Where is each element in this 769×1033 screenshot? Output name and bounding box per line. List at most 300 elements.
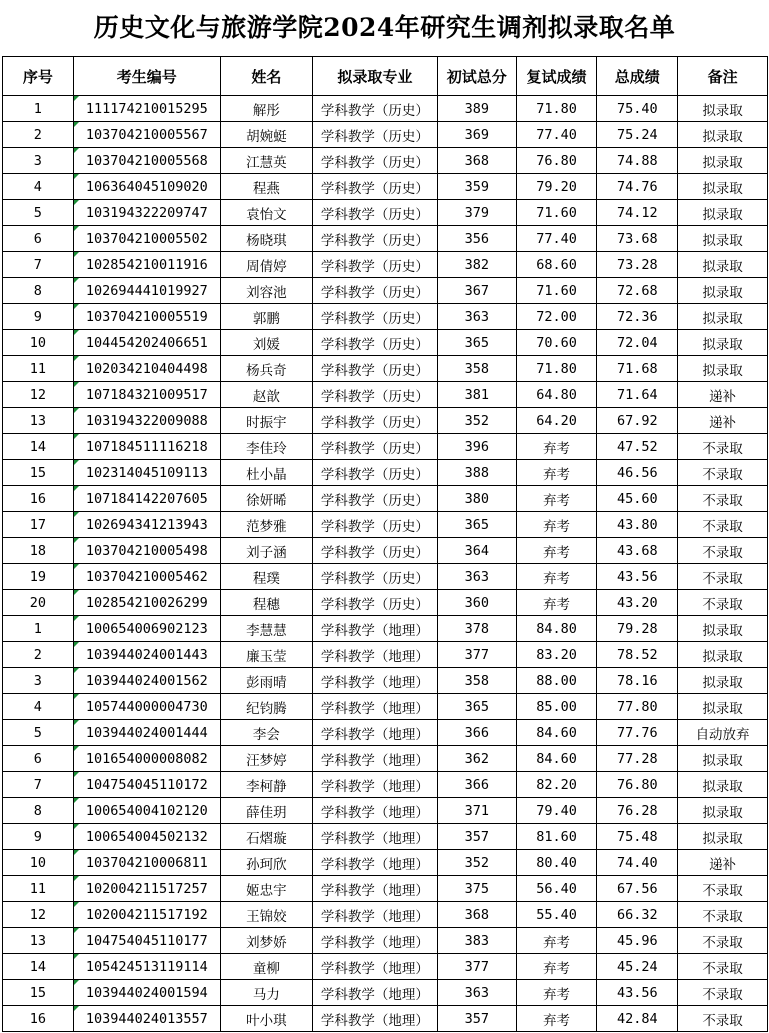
cell-total-score: 75.24 <box>597 122 678 148</box>
exam-id-text: 106364045109020 <box>85 178 208 195</box>
cell-seq: 8 <box>3 798 74 824</box>
cell-name: 袁怡文 <box>220 200 312 226</box>
cell-comment-flag-icon <box>74 850 79 855</box>
exam-id-text: 102034210404498 <box>85 360 208 377</box>
cell-name: 杨兵奇 <box>220 356 312 382</box>
exam-id-text: 103704210005568 <box>85 152 208 169</box>
cell-retest-score: 71.80 <box>516 356 597 382</box>
cell-seq: 17 <box>3 512 74 538</box>
cell-retest-score: 弃考 <box>516 512 597 538</box>
table-row <box>3 928 768 954</box>
cell-exam-id <box>73 1006 220 1032</box>
cell-total-score: 79.28 <box>597 616 678 642</box>
cell-remark: 拟录取 <box>678 356 768 382</box>
cell-major: 学科教学（地理） <box>312 772 437 798</box>
cell-total-score: 78.52 <box>597 642 678 668</box>
cell-comment-flag-icon <box>74 746 79 751</box>
cell-exam-id <box>73 694 220 720</box>
cell-major: 学科教学（历史） <box>312 148 437 174</box>
cell-initial-score: 359 <box>437 174 516 200</box>
cell-exam-id <box>73 304 220 330</box>
cell-major: 学科教学（地理） <box>312 954 437 980</box>
cell-remark: 递补 <box>678 850 768 876</box>
cell-name: 程璞 <box>220 564 312 590</box>
cell-initial-score: 368 <box>437 148 516 174</box>
table-row <box>3 174 768 200</box>
cell-comment-flag-icon <box>74 200 79 205</box>
cell-initial-score: 367 <box>437 278 516 304</box>
cell-initial-score: 357 <box>437 824 516 850</box>
cell-comment-flag-icon <box>74 96 79 101</box>
cell-exam-id <box>73 720 220 746</box>
cell-initial-score: 364 <box>437 538 516 564</box>
cell-remark: 不录取 <box>678 486 768 512</box>
cell-name: 王锦姣 <box>220 902 312 928</box>
cell-comment-flag-icon <box>74 382 79 387</box>
cell-seq: 19 <box>3 564 74 590</box>
cell-retest-score: 76.80 <box>516 148 597 174</box>
table-row <box>3 460 768 486</box>
table-row <box>3 720 768 746</box>
cell-major: 学科教学（历史） <box>312 460 437 486</box>
cell-major: 学科教学（地理） <box>312 928 437 954</box>
cell-initial-score: 357 <box>437 1006 516 1032</box>
cell-seq: 7 <box>3 252 74 278</box>
cell-remark: 不录取 <box>678 902 768 928</box>
cell-comment-flag-icon <box>74 356 79 361</box>
header-name: 姓名 <box>220 57 312 96</box>
cell-total-score: 78.16 <box>597 668 678 694</box>
cell-exam-id <box>73 746 220 772</box>
cell-initial-score: 375 <box>437 876 516 902</box>
exam-id-text: 103944024013557 <box>85 1010 208 1027</box>
cell-total-score: 72.04 <box>597 330 678 356</box>
cell-name: 刘子涵 <box>220 538 312 564</box>
cell-remark: 递补 <box>678 382 768 408</box>
table-row <box>3 434 768 460</box>
cell-comment-flag-icon <box>74 122 79 127</box>
cell-remark: 拟录取 <box>678 772 768 798</box>
table-row <box>3 746 768 772</box>
cell-major: 学科教学（历史） <box>312 122 437 148</box>
cell-seq: 11 <box>3 356 74 382</box>
cell-major: 学科教学（地理） <box>312 642 437 668</box>
cell-major: 学科教学（历史） <box>312 590 437 616</box>
cell-remark: 拟录取 <box>678 278 768 304</box>
cell-comment-flag-icon <box>74 486 79 491</box>
cell-total-score: 76.80 <box>597 772 678 798</box>
cell-total-score: 67.56 <box>597 876 678 902</box>
cell-comment-flag-icon <box>74 330 79 335</box>
cell-initial-score: 377 <box>437 954 516 980</box>
cell-seq: 20 <box>3 590 74 616</box>
table-row <box>3 200 768 226</box>
cell-seq: 2 <box>3 122 74 148</box>
cell-remark: 拟录取 <box>678 746 768 772</box>
cell-major: 学科教学（地理） <box>312 876 437 902</box>
exam-id-text: 101654000008082 <box>85 750 208 767</box>
cell-name: 范梦雅 <box>220 512 312 538</box>
cell-retest-score: 71.60 <box>516 200 597 226</box>
header-seq: 序号 <box>3 57 74 96</box>
cell-remark: 不录取 <box>678 928 768 954</box>
exam-id-text: 102004211517257 <box>85 880 208 897</box>
cell-retest-score: 77.40 <box>516 122 597 148</box>
cell-exam-id <box>73 200 220 226</box>
table-row <box>3 772 768 798</box>
cell-name: 江慧英 <box>220 148 312 174</box>
cell-exam-id <box>73 122 220 148</box>
cell-major: 学科教学（地理） <box>312 1006 437 1032</box>
cell-initial-score: 352 <box>437 850 516 876</box>
header-major: 拟录取专业 <box>312 57 437 96</box>
cell-remark: 拟录取 <box>678 226 768 252</box>
cell-remark: 拟录取 <box>678 824 768 850</box>
cell-major: 学科教学（历史） <box>312 96 437 122</box>
table-row <box>3 538 768 564</box>
cell-retest-score: 84.60 <box>516 720 597 746</box>
cell-comment-flag-icon <box>74 434 79 439</box>
cell-major: 学科教学（地理） <box>312 850 437 876</box>
cell-exam-id <box>73 434 220 460</box>
table-row <box>3 330 768 356</box>
cell-retest-score: 68.60 <box>516 252 597 278</box>
cell-major: 学科教学（地理） <box>312 824 437 850</box>
table-row <box>3 876 768 902</box>
cell-retest-score: 弃考 <box>516 928 597 954</box>
cell-remark: 自动放弃 <box>678 720 768 746</box>
cell-exam-id <box>73 252 220 278</box>
cell-remark: 拟录取 <box>678 694 768 720</box>
exam-id-text: 104454202406651 <box>85 334 208 351</box>
cell-exam-id <box>73 980 220 1006</box>
cell-exam-id <box>73 616 220 642</box>
cell-exam-id <box>73 278 220 304</box>
cell-exam-id <box>73 798 220 824</box>
cell-comment-flag-icon <box>74 798 79 803</box>
cell-major: 学科教学（历史） <box>312 200 437 226</box>
exam-id-text: 100654006902123 <box>85 620 208 637</box>
exam-id-text: 100654004502132 <box>85 828 208 845</box>
cell-seq: 3 <box>3 668 74 694</box>
cell-total-score: 72.68 <box>597 278 678 304</box>
cell-initial-score: 358 <box>437 356 516 382</box>
cell-name: 刘容池 <box>220 278 312 304</box>
table-row <box>3 980 768 1006</box>
cell-retest-score: 84.80 <box>516 616 597 642</box>
cell-major: 学科教学（历史） <box>312 408 437 434</box>
cell-name: 石熠璇 <box>220 824 312 850</box>
exam-id-text: 105424513119114 <box>85 958 208 975</box>
cell-name: 姬忠宇 <box>220 876 312 902</box>
cell-comment-flag-icon <box>74 538 79 543</box>
table-row <box>3 616 768 642</box>
cell-retest-score: 82.20 <box>516 772 597 798</box>
cell-name: 郭鹏 <box>220 304 312 330</box>
cell-exam-id <box>73 902 220 928</box>
cell-seq: 5 <box>3 720 74 746</box>
cell-retest-score: 79.40 <box>516 798 597 824</box>
cell-remark: 拟录取 <box>678 330 768 356</box>
cell-initial-score: 378 <box>437 616 516 642</box>
cell-total-score: 74.88 <box>597 148 678 174</box>
cell-exam-id <box>73 512 220 538</box>
cell-initial-score: 383 <box>437 928 516 954</box>
cell-initial-score: 389 <box>437 96 516 122</box>
cell-name: 廉玉莹 <box>220 642 312 668</box>
cell-seq: 9 <box>3 304 74 330</box>
header-initial-score: 初试总分 <box>437 57 516 96</box>
cell-initial-score: 396 <box>437 434 516 460</box>
cell-major: 学科教学（地理） <box>312 694 437 720</box>
cell-initial-score: 365 <box>437 330 516 356</box>
cell-name: 彭雨晴 <box>220 668 312 694</box>
table-row <box>3 356 768 382</box>
cell-name: 程燕 <box>220 174 312 200</box>
cell-total-score: 43.20 <box>597 590 678 616</box>
cell-seq: 6 <box>3 746 74 772</box>
cell-major: 学科教学（历史） <box>312 252 437 278</box>
cell-major: 学科教学（地理） <box>312 798 437 824</box>
cell-name: 刘媛 <box>220 330 312 356</box>
exam-id-text: 103704210005498 <box>85 542 208 559</box>
cell-total-score: 42.84 <box>597 1006 678 1032</box>
table-row <box>3 278 768 304</box>
cell-remark: 不录取 <box>678 1006 768 1032</box>
cell-total-score: 75.48 <box>597 824 678 850</box>
cell-seq: 13 <box>3 408 74 434</box>
cell-exam-id <box>73 668 220 694</box>
cell-initial-score: 388 <box>437 460 516 486</box>
cell-exam-id <box>73 850 220 876</box>
cell-remark: 不录取 <box>678 876 768 902</box>
exam-id-text: 103944024001562 <box>85 672 208 689</box>
cell-name: 李会 <box>220 720 312 746</box>
cell-exam-id <box>73 148 220 174</box>
table-row <box>3 850 768 876</box>
cell-name: 李慧慧 <box>220 616 312 642</box>
cell-initial-score: 369 <box>437 122 516 148</box>
cell-total-score: 74.40 <box>597 850 678 876</box>
exam-id-text: 107184511116218 <box>85 438 208 455</box>
cell-total-score: 72.36 <box>597 304 678 330</box>
cell-seq: 8 <box>3 278 74 304</box>
cell-retest-score: 81.60 <box>516 824 597 850</box>
cell-exam-id <box>73 564 220 590</box>
cell-exam-id <box>73 382 220 408</box>
cell-remark: 不录取 <box>678 980 768 1006</box>
exam-id-text: 105744000004730 <box>85 698 208 715</box>
table-row <box>3 122 768 148</box>
cell-retest-score: 64.80 <box>516 382 597 408</box>
cell-seq: 4 <box>3 694 74 720</box>
cell-total-score: 43.56 <box>597 564 678 590</box>
cell-retest-score: 71.60 <box>516 278 597 304</box>
cell-name: 杜小晶 <box>220 460 312 486</box>
exam-id-text: 104754045110177 <box>85 932 208 949</box>
cell-total-score: 76.28 <box>597 798 678 824</box>
cell-exam-id <box>73 226 220 252</box>
cell-retest-score: 弃考 <box>516 954 597 980</box>
cell-initial-score: 363 <box>437 304 516 330</box>
cell-seq: 11 <box>3 876 74 902</box>
cell-major: 学科教学（地理） <box>312 902 437 928</box>
cell-retest-score: 83.20 <box>516 642 597 668</box>
cell-name: 刘梦娇 <box>220 928 312 954</box>
cell-retest-score: 弃考 <box>516 434 597 460</box>
exam-id-text: 102694341213943 <box>85 516 208 533</box>
exam-id-text: 103944024001444 <box>85 724 208 741</box>
cell-total-score: 74.12 <box>597 200 678 226</box>
cell-exam-id <box>73 330 220 356</box>
cell-initial-score: 362 <box>437 746 516 772</box>
cell-seq: 3 <box>3 148 74 174</box>
exam-id-text: 103194322209747 <box>85 204 208 221</box>
table-body <box>3 96 768 1032</box>
cell-initial-score: 352 <box>437 408 516 434</box>
exam-id-text: 102854210011916 <box>85 256 208 273</box>
cell-seq: 4 <box>3 174 74 200</box>
cell-major: 学科教学（地理） <box>312 616 437 642</box>
cell-major: 学科教学（历史） <box>312 226 437 252</box>
cell-retest-score: 77.40 <box>516 226 597 252</box>
cell-remark: 拟录取 <box>678 200 768 226</box>
cell-exam-id <box>73 486 220 512</box>
exam-id-text: 102314045109113 <box>85 464 208 481</box>
cell-name: 童柳 <box>220 954 312 980</box>
cell-seq: 15 <box>3 460 74 486</box>
cell-initial-score: 360 <box>437 590 516 616</box>
cell-seq: 6 <box>3 226 74 252</box>
cell-comment-flag-icon <box>74 590 79 595</box>
cell-comment-flag-icon <box>74 954 79 959</box>
cell-comment-flag-icon <box>74 148 79 153</box>
table-row <box>3 902 768 928</box>
cell-initial-score: 379 <box>437 200 516 226</box>
cell-exam-id <box>73 824 220 850</box>
table-row <box>3 382 768 408</box>
cell-remark: 不录取 <box>678 434 768 460</box>
cell-initial-score: 363 <box>437 564 516 590</box>
cell-seq: 9 <box>3 824 74 850</box>
cell-retest-score: 弃考 <box>516 538 597 564</box>
cell-total-score: 74.76 <box>597 174 678 200</box>
header-exam-id: 考生编号 <box>73 57 220 96</box>
cell-name: 马力 <box>220 980 312 1006</box>
table-row <box>3 226 768 252</box>
table-row <box>3 96 768 122</box>
cell-retest-score: 80.40 <box>516 850 597 876</box>
cell-total-score: 46.56 <box>597 460 678 486</box>
cell-remark: 递补 <box>678 408 768 434</box>
exam-id-text: 103944024001594 <box>85 984 208 1001</box>
cell-retest-score: 72.00 <box>516 304 597 330</box>
cell-seq: 7 <box>3 772 74 798</box>
cell-comment-flag-icon <box>74 772 79 777</box>
cell-initial-score: 371 <box>437 798 516 824</box>
cell-remark: 拟录取 <box>678 96 768 122</box>
cell-comment-flag-icon <box>74 980 79 985</box>
cell-retest-score: 85.00 <box>516 694 597 720</box>
cell-name: 时振宇 <box>220 408 312 434</box>
exam-id-text: 103194322009088 <box>85 412 208 429</box>
cell-remark: 拟录取 <box>678 668 768 694</box>
cell-retest-score: 88.00 <box>516 668 597 694</box>
cell-initial-score: 365 <box>437 694 516 720</box>
cell-major: 学科教学（历史） <box>312 512 437 538</box>
cell-major: 学科教学（地理） <box>312 720 437 746</box>
cell-exam-id <box>73 590 220 616</box>
cell-initial-score: 363 <box>437 980 516 1006</box>
cell-retest-score: 56.40 <box>516 876 597 902</box>
cell-comment-flag-icon <box>74 616 79 621</box>
cell-remark: 拟录取 <box>678 304 768 330</box>
cell-exam-id <box>73 96 220 122</box>
table-row <box>3 590 768 616</box>
cell-total-score: 71.68 <box>597 356 678 382</box>
cell-name: 汪梦婷 <box>220 746 312 772</box>
cell-retest-score: 64.20 <box>516 408 597 434</box>
cell-major: 学科教学（历史） <box>312 564 437 590</box>
table-row <box>3 824 768 850</box>
cell-total-score: 45.60 <box>597 486 678 512</box>
table-row <box>3 668 768 694</box>
cell-initial-score: 368 <box>437 902 516 928</box>
cell-total-score: 77.80 <box>597 694 678 720</box>
cell-comment-flag-icon <box>74 1006 79 1011</box>
exam-id-text: 107184321009517 <box>85 386 208 403</box>
cell-name: 徐妍晞 <box>220 486 312 512</box>
cell-exam-id <box>73 772 220 798</box>
cell-comment-flag-icon <box>74 694 79 699</box>
table-row <box>3 642 768 668</box>
cell-retest-score: 弃考 <box>516 564 597 590</box>
cell-exam-id <box>73 876 220 902</box>
cell-major: 学科教学（地理） <box>312 980 437 1006</box>
cell-seq: 14 <box>3 954 74 980</box>
cell-major: 学科教学（历史） <box>312 278 437 304</box>
cell-total-score: 77.28 <box>597 746 678 772</box>
cell-total-score: 67.92 <box>597 408 678 434</box>
cell-initial-score: 381 <box>437 382 516 408</box>
table-row <box>3 304 768 330</box>
exam-id-text: 100654004102120 <box>85 802 208 819</box>
cell-retest-score: 弃考 <box>516 1006 597 1032</box>
header-total-score: 总成绩 <box>597 57 678 96</box>
cell-exam-id <box>73 538 220 564</box>
cell-remark: 不录取 <box>678 460 768 486</box>
cell-exam-id <box>73 928 220 954</box>
cell-comment-flag-icon <box>74 876 79 881</box>
table-row <box>3 148 768 174</box>
cell-remark: 拟录取 <box>678 616 768 642</box>
cell-name: 李柯静 <box>220 772 312 798</box>
cell-exam-id <box>73 954 220 980</box>
cell-initial-score: 380 <box>437 486 516 512</box>
cell-major: 学科教学（历史） <box>312 174 437 200</box>
cell-retest-score: 弃考 <box>516 980 597 1006</box>
table-row <box>3 1006 768 1032</box>
cell-seq: 16 <box>3 1006 74 1032</box>
cell-comment-flag-icon <box>74 226 79 231</box>
exam-id-text: 102854210026299 <box>85 594 208 611</box>
cell-name: 薛佳玥 <box>220 798 312 824</box>
header-remark: 备注 <box>678 57 768 96</box>
cell-seq: 13 <box>3 928 74 954</box>
cell-major: 学科教学（历史） <box>312 434 437 460</box>
cell-name: 程穗 <box>220 590 312 616</box>
cell-exam-id <box>73 174 220 200</box>
